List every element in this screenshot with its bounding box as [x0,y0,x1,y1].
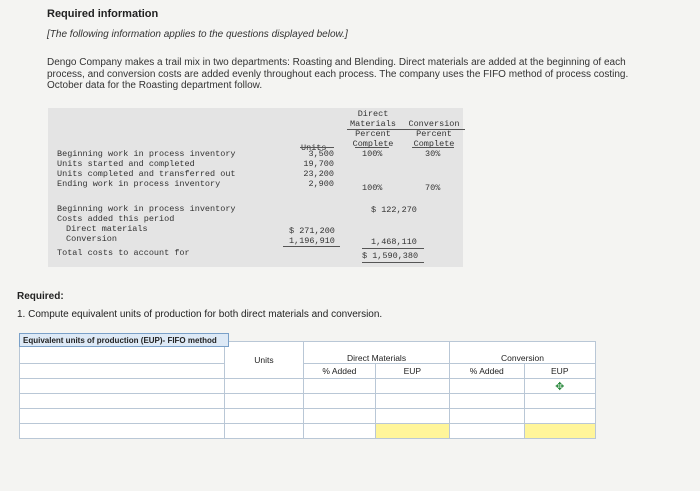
dm-pct-blank [304,424,376,439]
dm-rule [355,147,389,148]
units-header: Units [301,143,327,153]
row-label: Units completed and transferred out [57,169,236,179]
row-label: Beginning work in process inventory [57,149,236,159]
header-blank [20,364,225,379]
dm-header-line: Materials [350,119,396,129]
plus-cursor-icon: ✥ [555,380,565,393]
conv-pct-blank [450,424,525,439]
bwip-cost-label: Beginning work in process inventory [57,204,236,214]
dm-pct-header: % Added [304,364,376,379]
dm-header-line: Percent [355,129,391,139]
required-heading: Required: [17,291,64,302]
row-units-value: 19,700 [303,159,334,169]
header-rule [347,129,465,130]
conv-header-line: Complete [413,139,455,149]
row-label-input[interactable] [20,379,225,394]
total-cost-value: $ 1,590,380 [362,251,419,261]
row-labels [57,149,236,189]
conv-rule [412,147,454,148]
required-question: 1. Compute equivalent units of production for both direct materials and conversion. [17,309,383,320]
subtotal-value: 1,468,110 [371,237,417,247]
bwip-cost-value: $ 122,270 [371,205,417,215]
dm-eup-cell [375,379,449,394]
ewip-conv-pct: 70% [425,183,441,193]
section-title: Required information [47,8,159,20]
dm-eup-total [375,424,449,439]
bwip-dm-pct: 100% [362,149,383,159]
conv-cost-rule [283,246,340,247]
dm-cost-value: $ 271,200 [289,226,335,236]
conv-eup-header: EUP [524,364,595,379]
row-label-input[interactable] [20,394,225,409]
conv-cost-value: 1,196,910 [289,236,335,246]
eup-table-title: Equivalent units of production (EUP)- FIFO method [19,333,229,347]
dm-cost-label: Direct materials [66,224,148,234]
subtotal-rule [362,248,424,249]
conv-cost-label: Conversion [66,234,118,244]
row-label-input[interactable] [20,424,225,439]
row-label-input[interactable] [20,409,225,424]
conv-pct-input[interactable] [450,409,525,424]
units-rule [300,147,334,148]
total-cost-label: Total costs to account for [57,248,190,258]
dm-header-line: Complete [352,139,394,149]
conv-pct-input[interactable] [450,394,525,409]
row-units-value: 3,500 [308,149,334,159]
conv-pct-header: % Added [450,364,525,379]
dm-eup-cell [375,394,449,409]
row-units-value: 23,200 [303,169,334,179]
conv-header-line: Conversion [408,119,460,129]
conv-header-line: Percent [416,129,452,139]
conv-col-header: Conversion [450,342,596,364]
dm-header-line: Direct [357,109,389,119]
units-total-cell [224,424,303,439]
total-rule [362,262,424,263]
dm-col-header: Direct Materials [304,342,450,364]
eup-table [19,341,596,439]
units-input[interactable] [224,394,303,409]
row-units [292,149,334,189]
intro-note: [The following information applies to the questions displayed below.] [47,29,348,40]
row-label: Units started and completed [57,159,195,169]
dm-eup-header: EUP [375,364,449,379]
dm-pct-input[interactable] [304,409,376,424]
dm-pct-input[interactable] [304,394,376,409]
row-units-value: 2,900 [308,179,334,189]
units-input[interactable] [224,379,303,394]
dm-pct-input[interactable] [304,379,376,394]
bwip-conv-pct: 30% [425,149,441,159]
dm-eup-cell [375,409,449,424]
row-label: Ending work in process inventory [57,179,221,189]
conv-eup-total [524,424,595,439]
ewip-dm-pct: 100% [362,183,383,193]
conv-pct-input[interactable] [450,379,525,394]
problem-paragraph: Dengo Company makes a trail mix in two departments: Roasting and Blending. Direct materials are added at the beginning of each process, and conversion costs are added evenly throughout each process. The company uses the FIFO method of process costing. October data for the Roasting department follow. [47,57,629,91]
costs-added-label: Costs added this period [57,214,175,224]
conv-header [403,119,465,149]
units-input[interactable] [224,409,303,424]
units-col-header: Units [224,342,303,379]
conv-eup-cell [524,409,595,424]
conv-eup-cell [524,394,595,409]
conv-eup-cell [524,379,595,394]
